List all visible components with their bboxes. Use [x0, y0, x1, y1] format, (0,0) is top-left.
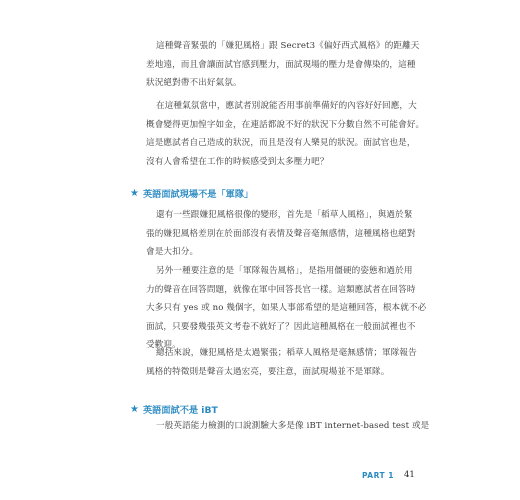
text-line: 還有一些跟嫌犯風格很像的變形，首先是「稻草人風格」，與過於緊: [156, 210, 413, 220]
text-line: 另外一種要注意的是「軍隊報告風格」，是指用僵硬的姿態和過於用: [156, 266, 413, 276]
page-number: 41: [404, 470, 415, 480]
text-line: 這是應試者自己造成的狀況，而且是沒有人樂見的狀況。面試官也是，: [146, 138, 416, 148]
star-icon: ★: [130, 187, 139, 199]
text-line: 面試，只要發幾張英文考卷不就好了？因此這種風格在一般面試裡也不: [146, 321, 416, 332]
paragraph-3: [146, 206, 416, 262]
paragraph-6: [146, 417, 430, 436]
text-line: 受歡迎。: [146, 340, 181, 350]
section-heading-ibt: [130, 401, 218, 417]
section-heading-text: 英語面試不是 iBT: [142, 405, 218, 416]
star-icon: ★: [130, 403, 139, 415]
text-line: 差地遠，而且會讓面試官感到壓力，面試現場的壓力是會傳染的，這種: [146, 59, 416, 70]
text-line: 在這種氣氛當中，應試者別說能否用事前準備好的內容好好回應，大: [156, 101, 417, 111]
text-line: 張的嫌犯風格差別在於面部沒有表情及聲音毫無感情，這種風格也絕對: [146, 228, 416, 239]
text-line: 風格的特徵則是聲音太過宏亮，要注意，面試現場並不是軍隊。: [146, 366, 390, 377]
page-footer: [362, 470, 415, 480]
text-line: 大多只有 yes 或 no 幾個字，如果人事部希望的是這種回答，根本就不必: [146, 303, 427, 313]
text-line: 力的聲音在回答問題，就像在軍中回答長官一樣。這類應試者在回答時: [146, 284, 416, 295]
paragraph-4: [146, 262, 427, 355]
text-line: 一般英語能力檢測的口說測驗大多是像 iBT internet-based test 或是: [156, 421, 430, 431]
part-label: PART 1: [362, 470, 394, 480]
text-line: 總括來說，嫌犯風格是太過緊張；稻草人風格是毫無感情；軍隊報告: [156, 348, 417, 358]
text-line: 會是大扣分。: [146, 247, 199, 257]
paragraph-5: [146, 344, 417, 381]
section-heading-text: 英語面試現場不是「軍隊」: [142, 189, 254, 200]
text-line: 概會變得更加惶字如金，在連話都說不好的狀況下分數自然不可能會好。: [146, 119, 425, 130]
text-line: 狀況絕對帶不出好氣氛。: [146, 78, 242, 88]
paragraph-2: [146, 97, 425, 171]
paragraph-1: [146, 37, 420, 93]
text-line: 沒有人會希望在工作的時候感受到太多壓力吧？: [146, 156, 329, 167]
text-line: 這種聲音緊張的「嫌犯風格」跟 Secret3《偏好西式風格》的距離天: [156, 41, 420, 51]
section-heading-military: [130, 185, 253, 201]
